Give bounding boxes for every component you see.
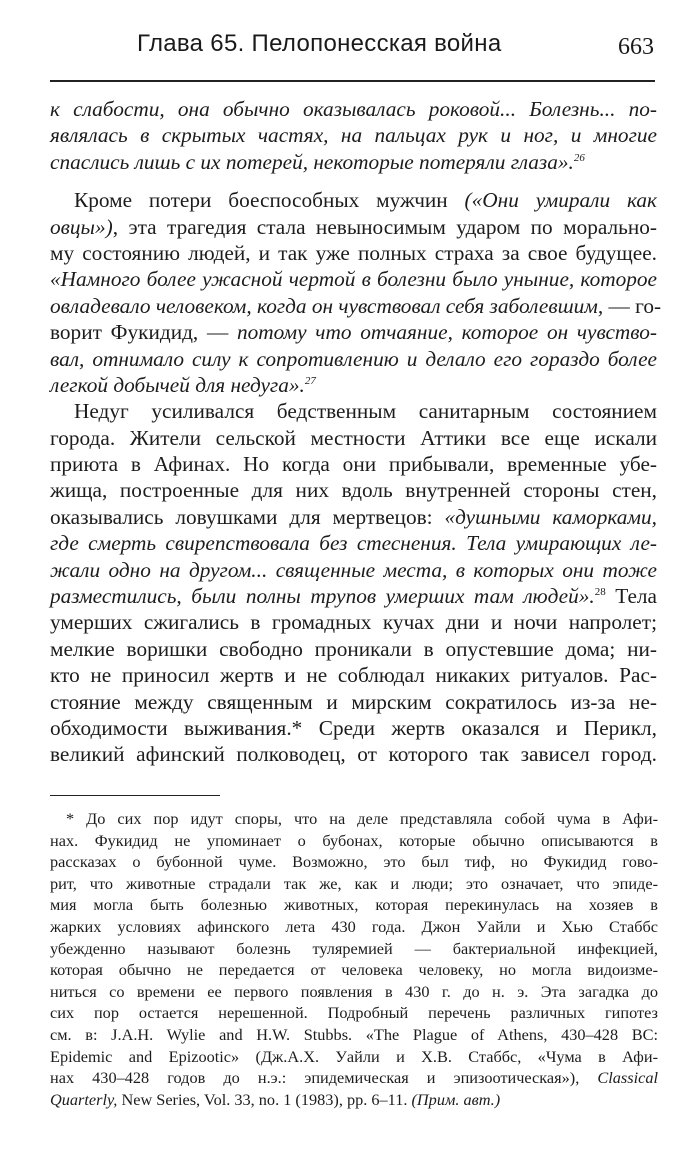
main-text (50, 96, 662, 768)
text-run-italic: овладевало человеком, когда он чувствовал себя заболевшим, (50, 293, 604, 318)
text-run: ворит Фукидид, — (50, 320, 237, 345)
paragraph-line: где смерть свирепствовала без стеснения. Тела умирающих ле- (50, 531, 657, 556)
journal-title: Classical (597, 1068, 658, 1088)
paragraph-line: приюта в Афинах. Но когда они прибывали, временные убе- (50, 452, 657, 477)
footnote-line: мия могла быть болезнью животных, которая перекинулась на хозяев в (50, 895, 658, 915)
paragraph-line (50, 504, 657, 530)
paragraph-line: обходимости выживания.* Среди жертв оказался и Перикл, (50, 715, 657, 740)
footnote-line: ниться со времени ее первого появления в 430 г. до н. э. Эта загадка до (50, 981, 658, 1001)
footnote-line (50, 1067, 658, 1089)
text-run: Кроме потери боеспособных мужчин (74, 188, 465, 213)
author-note: (Прим. авт.) (411, 1089, 501, 1109)
footnote-line: см. в: J.A.H. Wylie and H.W. Stubbs. «The Plague of Athens, 430–428 BC: (50, 1024, 658, 1044)
text-run-italic: потому что отчаяние, которое он чувство- (237, 320, 657, 345)
journal-title: Quarterly, (50, 1089, 118, 1109)
footnote-line: рассказах о бубонной чуме. Возможно, это был тиф, но Фукидид гово- (50, 852, 658, 872)
paragraph-line: мелкие воришки свободно проникали в опустевшие дома; ни- (50, 636, 657, 661)
footnote-ref: 27 (304, 374, 316, 387)
footnote-line: которая обычно не передается от человека человеку, но могла видоизме- (50, 960, 658, 980)
quote-line: являлась в скрытых частях, на пальцах рук и ног, и многие (50, 123, 657, 148)
text-run: — го- (603, 293, 662, 318)
paragraph-line: умерших сжигались в громадных кучах дни и ночи напролет; (50, 610, 657, 635)
paragraph-line: города. Жители сельской местности Аттики все еще искали (50, 425, 657, 450)
text-run-italic: («Они умирали как (464, 188, 657, 213)
paragraph-line: вал, отнимало силу к сопротивлению и делало его гораздо более (50, 346, 657, 371)
paragraph-line: Недуг усиливался бедственным санитарным состоянием (74, 399, 657, 424)
chapter-title: Глава 65. Пелопонесская война (137, 30, 502, 57)
footnote-line (50, 1089, 658, 1111)
paragraph-line: му состоянию людей, и так уже полных страха за свое будущее. (50, 240, 657, 265)
paragraph-line: великий афинский полководец, от которого так зависел город. (50, 742, 657, 767)
quote-text: спаслись лишь с их потерей, некоторые потеряли глаза». (50, 149, 574, 174)
paragraph-line (50, 214, 657, 240)
paragraph-line (50, 187, 657, 213)
footnote-line: * До сих пор идут споры, что на деле представляла собой чума в Афи- (66, 809, 658, 828)
footnote-ref: 28 (594, 585, 606, 598)
footnote-line: Epidemic and Epizootic» (Дж.А.Х. Уайли и Х.В. Стаббс, «Чума в Афи- (50, 1046, 658, 1066)
paragraph-line (50, 583, 657, 609)
footnote-ref: 26 (573, 151, 585, 164)
paragraph-line: «Намного более ужасной чертой в болезни было уныние, которое (50, 267, 657, 292)
quote-line: к слабости, она обычно оказывалась роковой... Болезнь... по- (50, 97, 657, 121)
paragraph-line (50, 372, 657, 398)
footnote-line: нах. Фукидид не упоминает о бубонах, которые обычно описываются в (50, 830, 658, 850)
text-run: Тела (605, 584, 657, 609)
text-run-italic: разместились, были полны трупов умерших там людей». (50, 584, 595, 609)
footnote-line: убежденно называют болезнь туляремией — бактериальной инфекцией, (50, 938, 658, 958)
paragraph-line (50, 319, 657, 345)
page-number: 663 (618, 34, 654, 60)
footnote-line: жарких условиях афинского лета 430 года. Джон Уайли и Хью Стаббс (50, 916, 658, 936)
footnote-line: рит, что животные страдали так же, как и люди; это означает, что эпиде- (50, 873, 658, 893)
text-run: New Series, Vol. 33, no. 1 (1983), pp. 6–11. (117, 1089, 412, 1109)
paragraph-line: кто не приносил жертв и не соблюдал никаких ритуалов. Рас- (50, 663, 657, 688)
footnote-rule (50, 795, 220, 796)
paragraph-line: жали одно на другом... священные места, в которых они тоже (50, 557, 657, 582)
footnote (50, 808, 658, 1110)
paragraph-line: жища, построенные для них вдоль внутренней стороны стен, (50, 478, 657, 503)
text-run-italic: «душными каморками, (444, 504, 657, 529)
text-run: оказывались ловушками для мертвецов: (50, 504, 445, 529)
header-rule (50, 80, 655, 82)
text-run-italic: легкой добычей для недуга». (50, 372, 305, 397)
quote-line (50, 149, 657, 175)
text-run-italic: овцы») (50, 214, 113, 239)
paragraph-line: стояние между священным и мирским сократилось из-за не- (50, 689, 657, 714)
footnote-line: сих пор остается нерешенной. Подробный перечень различных гипотез (50, 1003, 658, 1023)
text-run: , эта трагедия стала невыносимым ударом по морально- (112, 214, 657, 239)
text-run: нах 430–428 годов до н.э.: эпидемическая и эпизоотическая»), (50, 1068, 580, 1088)
paragraph-line (50, 293, 662, 319)
running-header (0, 22, 689, 72)
paragraph-gap (50, 175, 657, 187)
